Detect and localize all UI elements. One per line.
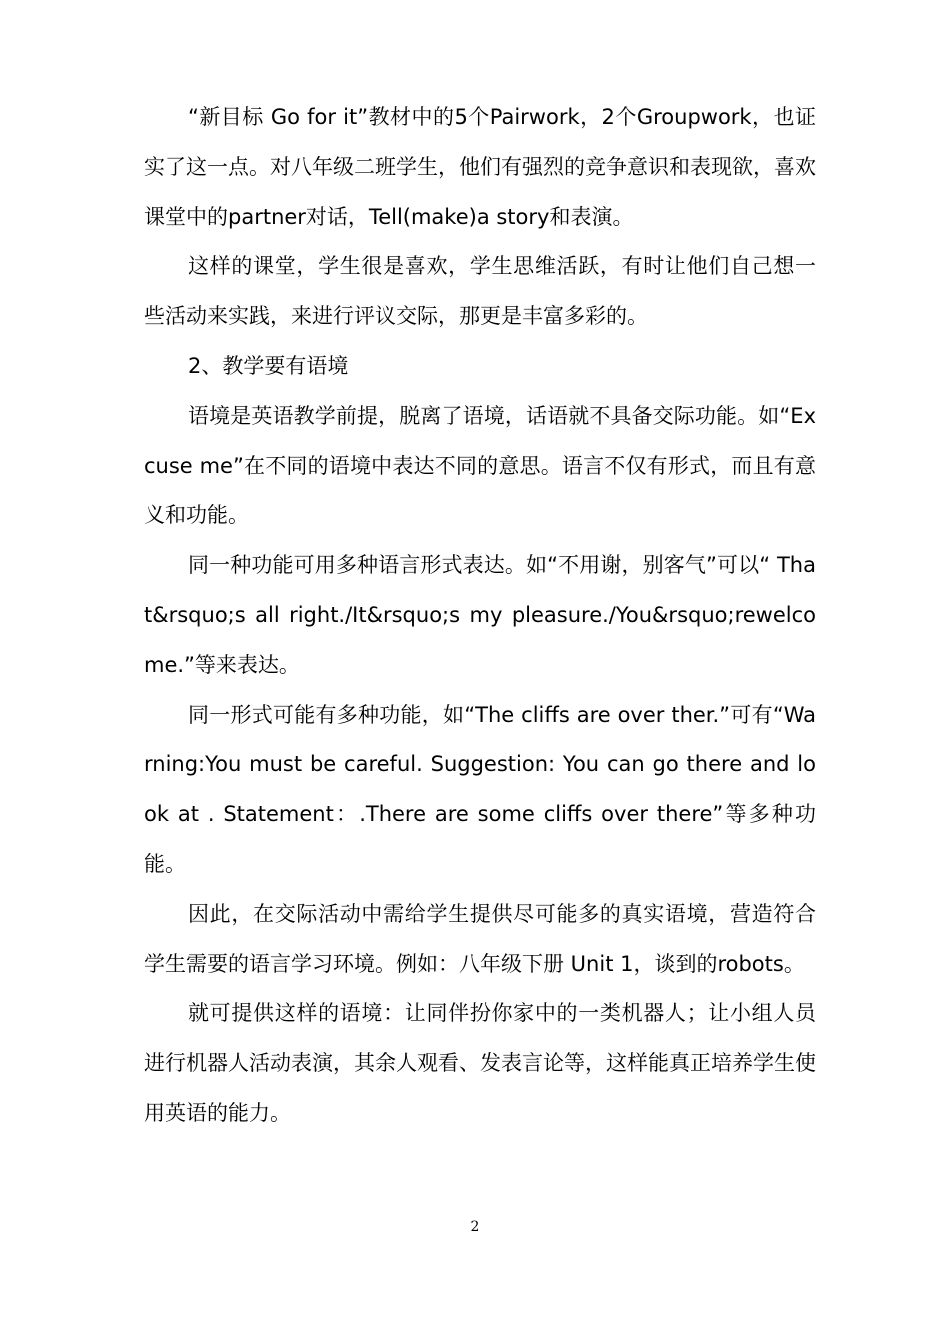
paragraph-2: 这样的课堂，学生很是喜欢，学生思维活跃，有时让他们自己想一些活动来实践，来进行评议交际，那更是丰富多彩的。 [144,254,816,329]
paragraph-6: 因此，在交际活动中需给学生提供尽可能多的真实语境，营造符合学生需要的语言学习环境。例如：八年级下册 Unit 1，谈到的robots。 [144,901,816,976]
paragraph-5: 同一形式可能有多种功能，如“The cliffs are over ther.”可有“Warning:You must be careful. Suggestion: You can go there and look at . Statement：.There are some cliffs over there”等多种功能。 [144,702,816,876]
paragraph-4: 同一种功能可用多种语言形式表达。如“不用谢，别客气”可以“ That&rsquo;s all right./It&rsquo;s my pleasure./You&rsquo;rewelcome.”等来表达。 [144,553,816,677]
document-body [144,93,816,1139]
page-number: 2 [470,1219,480,1235]
paragraph-1: “新目标 Go for it”教材中的5个Pairwork，2个Groupwork，也证实了这一点。对八年级二班学生，他们有强烈的竞争意识和表现欲，喜欢课堂中的partner对话，Tell(make)a story和表演。 [144,105,816,229]
paragraph-7: 就可提供这样的语境：让同伴扮你家中的一类机器人；让小组人员进行机器人活动表演，其余人观看、发表言论等，这样能真正培养学生使用英语的能力。 [144,1001,816,1125]
section-heading: 2、教学要有语境 [188,353,349,378]
paragraph-3: 语境是英语教学前提，脱离了语境，话语就不具备交际功能。如“Excuse me”在不同的语境中表达不同的意思。语言不仅有形式，而且有意义和功能。 [144,403,816,528]
